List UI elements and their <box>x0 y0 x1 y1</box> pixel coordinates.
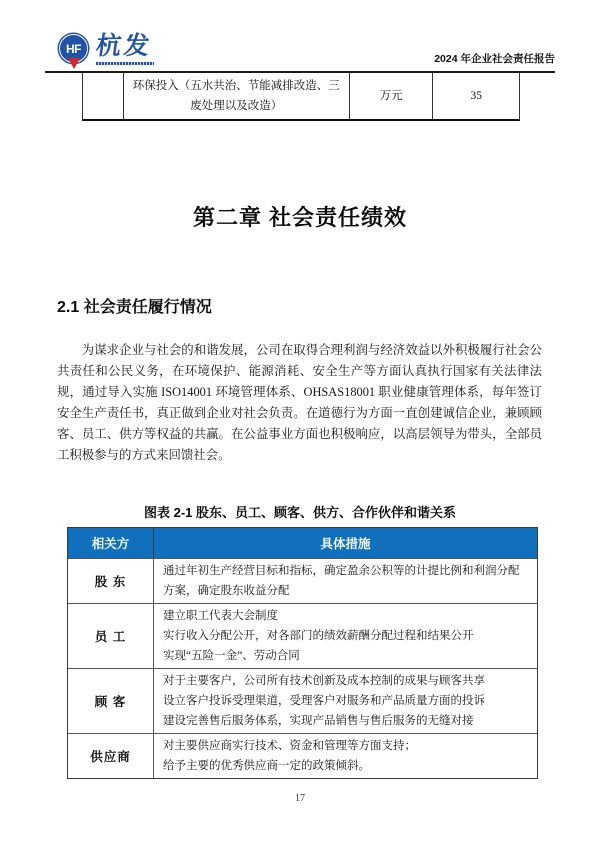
party-cell: 顾 客 <box>68 669 154 733</box>
logo-wordmark: 杭发 <box>94 33 154 60</box>
carryover-category-cell <box>83 73 123 119</box>
measure-line: 通过年初生产经营目标和指标，确定盈余公积等的计提比例和利润分配方案，确定股东收益分配 <box>163 565 520 597</box>
carryover-unit-cell: 万元 <box>349 73 433 119</box>
measures-cell <box>154 604 537 668</box>
measures-cell <box>154 669 537 733</box>
relations-table-header <box>68 528 537 558</box>
measure-line: 实行收入分配公开，对各部门的绩效薪酬分配过程和结果公开 <box>163 630 474 642</box>
measures-cell <box>154 734 537 778</box>
relations-table <box>67 527 538 779</box>
header-cell-measures: 具体措施 <box>320 537 371 551</box>
measure-line: 给予主要的优秀供应商一定的政策倾斜。 <box>163 760 370 772</box>
body-paragraph: 为谋求企业与社会的和谐发展，公司在取得合理利润与经济效益以外积极履行社会公共责任和公民义务，在环境保护、能源消耗、安全生产等方面认真执行国家有关法律法规，通过导入实施 ISO14001 环境管理体系、OHSAS18001 职业健康管理体系，每年签订安全生产责任书，真正做到企业对社会负责。在道德行为方面一直创建诚信企业，兼顾顾客、员工、供方等权益的共赢。在公益事业方面也积极响应，以高层领导为带头，全部员工积极参与的方式来回馈社会。 <box>57 343 542 462</box>
company-logo <box>59 34 154 68</box>
logo-monogram: HF <box>59 34 88 63</box>
party-cell: 员 工 <box>68 604 154 668</box>
measure-line: 建立职工代表大会制度 <box>163 610 278 622</box>
measure-line: 对主要供应商实行技术、资金和管理等方面支持； <box>163 740 416 752</box>
logo-emblem <box>59 34 89 68</box>
carryover-table <box>82 73 520 121</box>
measure-line: 对于主要客户，公司所有技术创新及成本控制的成果与顾客共享 <box>163 675 485 687</box>
table-row-shareholders <box>68 558 537 603</box>
measure-line: 实现“五险一金”、劳动合同 <box>163 650 300 662</box>
table-row-employees <box>68 603 537 668</box>
measure-line: 建设完善售后服务体系，实现产品销售与售后服务的无缝对接 <box>163 715 474 727</box>
table-row-suppliers <box>68 733 537 778</box>
party-cell: 供应商 <box>68 734 154 778</box>
logo-flag-icon <box>68 58 80 69</box>
chapter-title: 第二章 社会责任绩效 <box>192 205 408 230</box>
section-heading: 2.1 社会责任履行情况 <box>57 299 212 316</box>
page-number: 17 <box>295 793 305 804</box>
measure-line: 设立客户投诉受理渠道，受理客户对服务和产品质量方面的投诉 <box>163 695 485 707</box>
logo-tagline <box>96 62 154 65</box>
header-cell-party: 相关方 <box>68 528 154 558</box>
carryover-item-cell: 环保投入（五水共治、节能减排改造、三废处理以及改造） <box>123 73 349 119</box>
measures-cell <box>154 559 537 603</box>
carryover-value-cell: 35 <box>432 73 519 119</box>
report-header <box>45 0 555 73</box>
figure-caption: 图表 2-1 股东、员工、顾客、供方、合作伙伴和谐关系 <box>143 505 456 520</box>
party-cell: 股 东 <box>68 559 154 603</box>
header-report-title: 2024 年企业社会责任报告 <box>434 53 555 65</box>
table-row-customers <box>68 668 537 733</box>
